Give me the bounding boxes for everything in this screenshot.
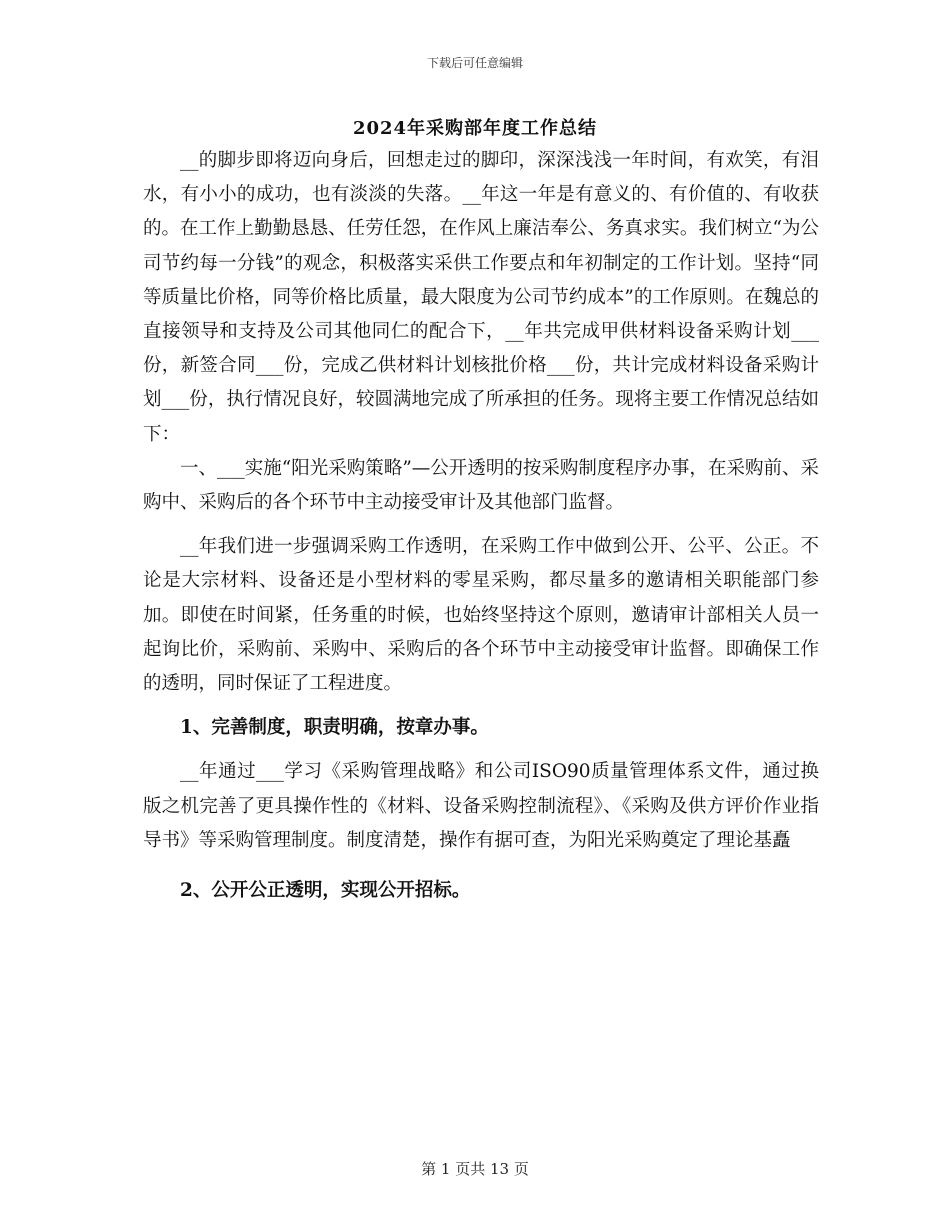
page-number-footer: 第 1 页共 13 页: [421, 1160, 529, 1178]
paragraph-intro: __的脚步即将迈向身后，回想走过的脚印，深深浅浅一年时间，有欢笑，有泪水，有小小的成功，也有淡淡的失落。__年这一年是有意义的、有价值的、有收获的。在工作上勤勤恳恳、任劳任怨，在作风上廉洁奉公、务真求实。我们树立“为公司节约每一分钱”的观念，积极落实采供工作要点和年初制定的工作计划。坚持“同等质量比价格，同等价格比质量，最大限度为公司节约成本”的工作原则。在魏总的直接领导和支持及公司其他同仁的配合下，__年共完成甲供材料设备采购计划___份，新签合同___份，完成乙供材料计划核批价格___份，共计完成材料设备采购计划___份，执行情况良好，较圆满地完成了所承担的任务。现将主要工作情况总结如下：: [143, 150, 819, 445]
paragraph-section-one: 一、___实施“阳光采购策略”—公开透明的按采购制度程序办事，在采购前、采购中、采购后的各个环节中主动接受审计及其他部门监督。: [143, 457, 819, 514]
document-title: 2024年采购部年度工作总结: [352, 118, 598, 139]
header-note: 下载后可任意编辑: [426, 56, 523, 70]
paragraph-system-details: __年通过___学习《采购管理战略》和公司ISO90质量管理体系文件，通过换版之机完善了更具操作性的《材料、设备采购控制流程》、《采购及供方评价作业指导书》等采购管理制度。制度清楚，操作有据可查，为阳光采购奠定了理论基矗: [143, 761, 819, 851]
paragraph-transparency: __年我们进一步强调采购工作透明，在采购工作中做到公开、公平、公正。不论是大宗材料、设备还是小型材料的零星采购，都尽量多的邀请相关职能部门参加。即使在时间紧，任务重的时候，也始终坚持这个原则，邀请审计部相关人员一起询比价，采购前、采购中、采购后的各个环节中主动接受审计监督。即确保工作的透明，同时保证了工程进度。: [143, 536, 819, 695]
heading-open-tender: 2、公开公正透明，实现公开招标。: [180, 880, 471, 902]
heading-improve-system: 1、完善制度，职责明确，按章办事。: [180, 717, 489, 739]
document-body: [143, 144, 819, 908]
